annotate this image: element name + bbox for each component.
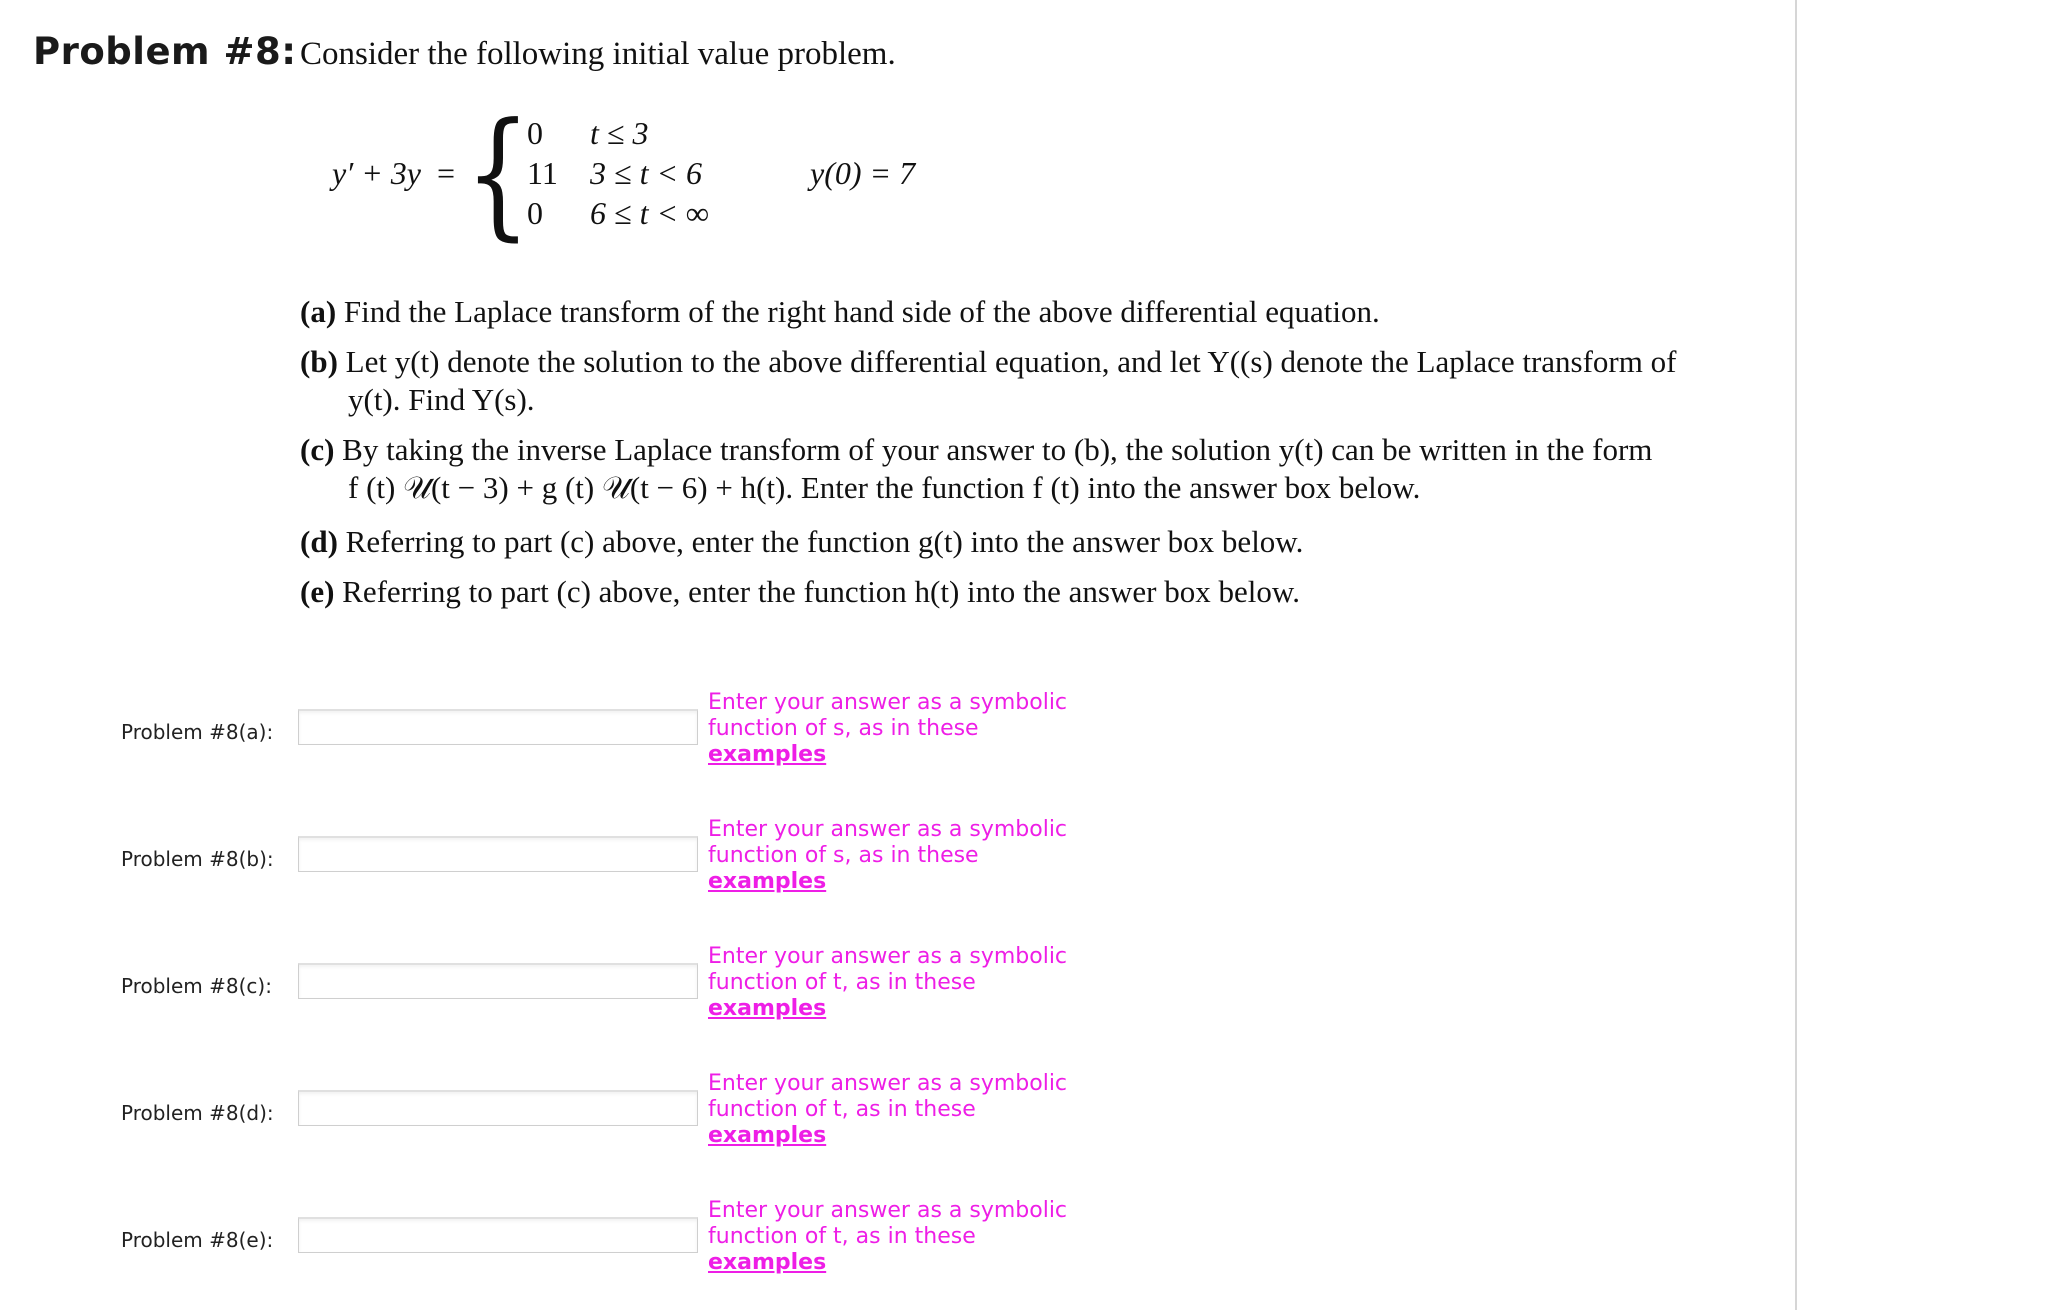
answer-hint-c	[708, 944, 1128, 1022]
part-e	[300, 573, 1770, 611]
answer-hint-b	[708, 817, 1128, 895]
case-condition: 3 ≤ t < 6	[590, 155, 703, 191]
part-a-label: (a)	[300, 294, 337, 329]
part-a	[300, 293, 1770, 331]
answer-input-d[interactable]	[298, 1090, 698, 1126]
part-c-label: (c)	[300, 432, 335, 467]
initial-condition: y(0) = 7	[810, 155, 916, 191]
part-b-label: (b)	[300, 344, 338, 379]
equation-lhs: y′ + 3y	[332, 155, 421, 191]
case-value: 11	[527, 155, 558, 191]
case-value: 0	[527, 195, 543, 231]
cases-brace: {	[465, 93, 531, 254]
part-d-label: (d)	[300, 524, 338, 559]
answer-label-e: Problem #8(e):	[121, 1228, 274, 1252]
case-condition: 6 ≤ t < ∞	[590, 195, 709, 231]
hint-text: Enter your answer as a symbolic function of t, as in these	[708, 1198, 1068, 1249]
hint-text: Enter your answer as a symbolic function of s, as in these	[708, 817, 1068, 868]
answer-label-c: Problem #8(c):	[121, 974, 272, 998]
equation-equals: =	[437, 155, 456, 191]
examples-link[interactable]: examples	[708, 1250, 827, 1275]
part-b	[300, 343, 1770, 419]
problem-intro: Consider the following initial value problem.	[300, 36, 896, 72]
part-c-text-cont: f (t) 𝒰(t − 3) + g (t) 𝒰(t − 6) + h(t). Enter the function f (t) into the answer box below.	[348, 470, 1421, 505]
answer-label-b: Problem #8(b):	[121, 847, 274, 871]
examples-link[interactable]: examples	[708, 1123, 827, 1148]
answer-hint-e	[708, 1198, 1128, 1276]
part-d	[300, 523, 1770, 561]
part-c-text: By taking the inverse Laplace transform of your answer to (b), the solution y(t) can be written in the form	[342, 432, 1653, 467]
part-e-text: Referring to part (c) above, enter the function h(t) into the answer box below.	[342, 574, 1300, 609]
part-b-text-cont: y(t). Find Y(s).	[348, 382, 535, 417]
answer-label-d: Problem #8(d):	[121, 1101, 274, 1125]
part-d-text: Referring to part (c) above, enter the function g(t) into the answer box below.	[345, 524, 1304, 559]
answer-input-a[interactable]	[298, 709, 698, 745]
answer-label-a: Problem #8(a):	[121, 720, 274, 744]
answer-input-b[interactable]	[298, 836, 698, 872]
part-b-text: Let y(t) denote the solution to the above differential equation, and let Y((s) denote the Laplace transform of	[345, 344, 1677, 379]
hint-text: Enter your answer as a symbolic function of t, as in these	[708, 944, 1068, 995]
answer-input-e[interactable]	[298, 1217, 698, 1253]
examples-link[interactable]: examples	[708, 996, 827, 1021]
part-e-label: (e)	[300, 574, 335, 609]
answer-hint-d	[708, 1071, 1128, 1149]
hint-text: Enter your answer as a symbolic function of s, as in these	[708, 690, 1068, 741]
examples-link[interactable]: examples	[708, 742, 827, 767]
hint-text: Enter your answer as a symbolic function of t, as in these	[708, 1071, 1068, 1122]
answer-hint-a	[708, 690, 1128, 768]
problem-title: Problem #8:	[33, 30, 297, 73]
case-condition: t ≤ 3	[590, 115, 649, 151]
part-c	[300, 431, 1770, 507]
right-divider	[1795, 0, 1797, 1310]
examples-link[interactable]: examples	[708, 869, 827, 894]
case-value: 0	[527, 115, 543, 151]
part-a-text: Find the Laplace transform of the right hand side of the above differential equation.	[343, 294, 1380, 329]
answer-input-c[interactable]	[298, 963, 698, 999]
